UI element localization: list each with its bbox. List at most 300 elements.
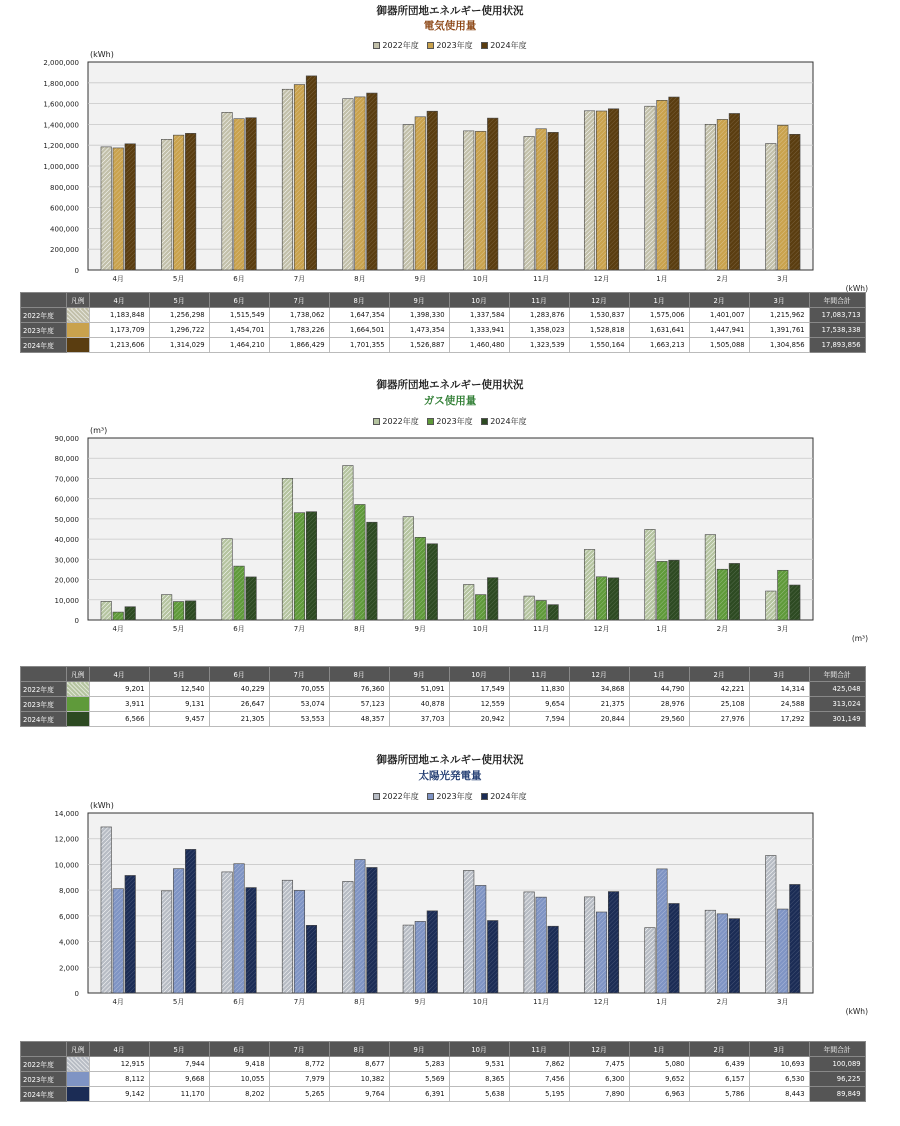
table-cell: 1,663,213 (629, 338, 689, 353)
chart-subtitle: ガス使用量 (423, 395, 477, 407)
bar (669, 903, 680, 993)
x-tick-label: 3月 (777, 625, 789, 633)
table-cell: 53,074 (269, 697, 329, 712)
table-cell: 1,283,876 (509, 308, 569, 323)
y-tick-label: 60,000 (54, 495, 79, 504)
table-cell: 76,360 (329, 682, 389, 697)
table-cell: 5,080 (629, 1057, 689, 1072)
header-legend: 凡例 (67, 1042, 90, 1057)
y-tick-label: 12,000 (54, 835, 79, 844)
table-cell: 7,862 (509, 1057, 569, 1072)
gas-data-table (20, 666, 866, 727)
table-cell: 7,475 (569, 1057, 629, 1072)
bar (524, 596, 535, 620)
table-cell: 1,296,722 (149, 323, 209, 338)
chart-subtitle: 電気使用量 (423, 20, 477, 32)
bar (101, 601, 112, 620)
header-legend: 凡例 (67, 293, 90, 308)
bar (367, 522, 378, 620)
table-cell: 21,375 (569, 697, 629, 712)
table-cell: 1,183,848 (89, 308, 149, 323)
bar (282, 880, 293, 993)
bar (403, 125, 414, 270)
y-tick-label: 40,000 (54, 536, 79, 545)
table-cell: 70,055 (269, 682, 329, 697)
x-tick-label: 1月 (656, 625, 668, 633)
x-tick-label: 9月 (414, 275, 427, 283)
table-header-row (21, 667, 866, 682)
legend-label: 2023年度 (436, 417, 473, 426)
row-label: 2022年度 (21, 308, 67, 323)
table-row (21, 308, 866, 323)
bar (306, 76, 317, 270)
x-tick-label: 1月 (656, 275, 668, 283)
row-legend-swatch (67, 308, 90, 323)
bar (222, 539, 233, 620)
bar (766, 856, 777, 993)
bar (185, 133, 196, 270)
bar (536, 600, 547, 620)
bar (717, 119, 728, 270)
table-cell: 1,505,088 (689, 338, 749, 353)
table-cell: 5,786 (689, 1087, 749, 1102)
table-cell: 24,588 (749, 697, 809, 712)
x-tick-label: 11月 (533, 625, 550, 633)
row-legend-swatch (67, 1072, 90, 1087)
header-month: 6月 (209, 1042, 269, 1057)
bar (427, 911, 438, 993)
bar (403, 925, 414, 993)
x-tick-label: 7月 (293, 625, 306, 633)
bar (246, 118, 257, 270)
header-month: 9月 (389, 1042, 449, 1057)
table-cell: 26,647 (209, 697, 269, 712)
header-month: 10月 (449, 1042, 509, 1057)
header-month: 10月 (449, 293, 509, 308)
header-month: 2月 (689, 293, 749, 308)
x-tick-label: 10月 (472, 275, 489, 283)
table-cell: 6,963 (629, 1087, 689, 1102)
row-total: 17,538,338 (809, 323, 865, 338)
electricity-data-table (20, 292, 866, 353)
bar (584, 549, 595, 620)
chart-title: 御器所団地エネルギー使用状況 (376, 379, 524, 391)
bar (548, 132, 559, 270)
bar (729, 113, 740, 270)
table-cell: 1,631,641 (629, 323, 689, 338)
header-month: 2月 (689, 1042, 749, 1057)
table-row (21, 323, 866, 338)
bar (173, 135, 184, 270)
bar (355, 504, 366, 620)
table-cell: 1,460,480 (449, 338, 509, 353)
bar (548, 926, 559, 993)
header-month: 11月 (509, 293, 569, 308)
bar (766, 144, 777, 270)
bar (125, 144, 136, 270)
table-cell: 9,201 (89, 682, 149, 697)
bar (427, 544, 438, 620)
table-cell: 1,304,856 (749, 338, 809, 353)
table-cell: 8,365 (449, 1072, 509, 1087)
bar (596, 912, 607, 993)
header-month: 1月 (629, 1042, 689, 1057)
row-label: 2024年度 (21, 1087, 67, 1102)
row-label: 2024年度 (21, 338, 67, 353)
bar (282, 478, 293, 620)
bar (234, 864, 245, 993)
table-cell: 6,300 (569, 1072, 629, 1087)
header-month: 3月 (749, 1042, 809, 1057)
table-cell: 1,256,298 (149, 308, 209, 323)
bar (705, 124, 716, 270)
bar (475, 131, 486, 270)
table-cell: 9,131 (149, 697, 209, 712)
bar (185, 849, 196, 993)
table-cell: 6,439 (689, 1057, 749, 1072)
bar (657, 869, 668, 993)
bar (487, 578, 498, 620)
bar (427, 111, 438, 270)
table-cell: 42,221 (689, 682, 749, 697)
bar (173, 602, 184, 620)
table-cell: 1,173,709 (89, 323, 149, 338)
y-tick-label: 1,800,000 (43, 79, 79, 88)
header-month: 6月 (209, 667, 269, 682)
table-cell: 1,866,429 (269, 338, 329, 353)
row-label: 2023年度 (21, 1072, 67, 1087)
header-month: 3月 (749, 293, 809, 308)
table-cell: 7,944 (149, 1057, 209, 1072)
bar (355, 97, 366, 270)
legend-label: 2024年度 (490, 417, 527, 426)
x-tick-label: 9月 (414, 998, 427, 1006)
bar (584, 111, 595, 270)
header-month: 4月 (89, 1042, 149, 1057)
header-month: 7月 (269, 293, 329, 308)
row-legend-swatch (67, 682, 90, 697)
x-tick-label: 8月 (354, 275, 366, 283)
table-cell: 25,108 (689, 697, 749, 712)
table-cell: 1,213,606 (89, 338, 149, 353)
y-tick-label: 600,000 (50, 204, 79, 213)
bar (475, 595, 486, 620)
bar (113, 612, 124, 620)
legend-label: 2024年度 (490, 41, 527, 50)
table-cell: 10,693 (749, 1057, 809, 1072)
bar (161, 139, 172, 270)
x-tick-label: 4月 (112, 625, 124, 633)
y-unit-label: (kWh) (90, 50, 114, 59)
table-cell: 3,911 (89, 697, 149, 712)
bar (306, 512, 317, 620)
table-cell: 1,464,210 (209, 338, 269, 353)
table-cell: 1,391,761 (749, 323, 809, 338)
gas-bar-chart (0, 420, 900, 665)
header-month: 11月 (509, 1042, 569, 1057)
table-cell: 1,314,029 (149, 338, 209, 353)
bar (778, 125, 789, 270)
table-cell: 1,358,023 (509, 323, 569, 338)
table-cell: 1,530,837 (569, 308, 629, 323)
header-total: 年間合計 (809, 667, 865, 682)
y-tick-label: 10,000 (54, 861, 79, 870)
table-unit-label: (kWh) (845, 1007, 868, 1016)
table-cell: 6,391 (389, 1087, 449, 1102)
table-cell: 9,668 (149, 1072, 209, 1087)
bar (536, 129, 547, 270)
bar (282, 89, 293, 270)
header-month: 4月 (89, 293, 149, 308)
row-label: 2024年度 (21, 712, 67, 727)
x-tick-label: 12月 (593, 998, 610, 1006)
y-tick-label: 0 (74, 990, 79, 998)
y-tick-label: 80,000 (54, 455, 79, 464)
bar (113, 889, 124, 993)
row-legend-swatch (67, 323, 90, 338)
bar (778, 570, 789, 620)
bar (415, 117, 426, 270)
table-cell: 1,575,006 (629, 308, 689, 323)
table-cell: 1,783,226 (269, 323, 329, 338)
table-cell: 57,123 (329, 697, 389, 712)
y-tick-label: 1,200,000 (43, 142, 79, 151)
header-month: 4月 (89, 667, 149, 682)
legend-label: 2022年度 (382, 417, 419, 426)
y-tick-label: 30,000 (54, 556, 79, 565)
bar (524, 136, 535, 270)
table-cell: 40,229 (209, 682, 269, 697)
table-cell: 7,979 (269, 1072, 329, 1087)
table-cell: 9,142 (89, 1087, 149, 1102)
bar (524, 892, 535, 993)
header-blank (21, 293, 67, 308)
table-cell: 7,890 (569, 1087, 629, 1102)
y-unit-label: (m³) (90, 426, 108, 435)
table-cell: 8,772 (269, 1057, 329, 1072)
table-cell: 11,830 (509, 682, 569, 697)
bar (294, 890, 305, 993)
bar (645, 928, 656, 993)
table-cell: 29,560 (629, 712, 689, 727)
y-tick-label: 6,000 (58, 912, 79, 921)
legend-label: 2022年度 (382, 792, 419, 801)
header-blank (21, 1042, 67, 1057)
table-cell: 27,976 (689, 712, 749, 727)
row-total: 301,149 (809, 712, 865, 727)
x-tick-label: 6月 (233, 275, 245, 283)
x-tick-label: 6月 (233, 998, 245, 1006)
legend-label: 2022年度 (382, 41, 419, 50)
bar (343, 466, 354, 620)
bar (125, 607, 136, 620)
x-tick-label: 11月 (533, 998, 550, 1006)
header-month: 12月 (569, 293, 629, 308)
y-tick-label: 20,000 (54, 576, 79, 585)
y-tick-label: 1,000,000 (43, 163, 79, 171)
bar (669, 560, 680, 620)
row-total: 425,048 (809, 682, 865, 697)
legend-label: 2023年度 (436, 41, 473, 50)
table-unit-label: (kWh) (845, 284, 868, 293)
y-tick-label: 70,000 (54, 475, 79, 484)
bar (729, 919, 740, 993)
bar (487, 921, 498, 993)
bar (608, 109, 619, 270)
table-cell: 12,915 (89, 1057, 149, 1072)
header-legend: 凡例 (67, 667, 90, 682)
header-month: 5月 (149, 293, 209, 308)
bar (367, 867, 378, 993)
header-total: 年間合計 (809, 293, 865, 308)
y-tick-label: 0 (74, 617, 79, 625)
y-tick-label: 14,000 (54, 810, 79, 818)
table-cell: 7,594 (509, 712, 569, 727)
y-unit-label: (kWh) (90, 801, 114, 810)
y-tick-label: 400,000 (50, 225, 79, 234)
bar (584, 897, 595, 993)
x-tick-label: 6月 (233, 625, 245, 633)
y-tick-label: 1,600,000 (43, 100, 79, 109)
row-legend-swatch (67, 1057, 90, 1072)
row-total: 313,024 (809, 697, 865, 712)
x-tick-label: 2月 (716, 998, 729, 1006)
table-cell: 34,868 (569, 682, 629, 697)
table-cell: 20,942 (449, 712, 509, 727)
table-cell: 1,447,941 (689, 323, 749, 338)
bar (596, 111, 607, 270)
table-cell: 8,202 (209, 1087, 269, 1102)
table-cell: 14,314 (749, 682, 809, 697)
x-tick-label: 2月 (716, 275, 729, 283)
table-row (21, 697, 866, 712)
table-cell: 1,323,539 (509, 338, 569, 353)
x-tick-label: 4月 (112, 275, 124, 283)
header-month: 2月 (689, 667, 749, 682)
table-cell: 1,473,354 (389, 323, 449, 338)
bar (415, 537, 426, 620)
table-cell: 1,701,355 (329, 338, 389, 353)
header-month: 11月 (509, 667, 569, 682)
x-tick-label: 9月 (414, 625, 427, 633)
bar (161, 891, 172, 993)
chart-subtitle: 太陽光発電量 (418, 770, 482, 782)
bar (306, 925, 317, 993)
y-tick-label: 1,400,000 (43, 121, 79, 130)
y-tick-label: 200,000 (50, 246, 79, 255)
x-tick-label: 5月 (172, 275, 185, 283)
bar (234, 119, 245, 270)
bar (608, 578, 619, 620)
table-cell: 53,553 (269, 712, 329, 727)
bar (790, 585, 801, 620)
table-cell: 17,549 (449, 682, 509, 697)
y-tick-label: 0 (74, 267, 79, 275)
table-cell: 5,569 (389, 1072, 449, 1087)
bar (596, 577, 607, 620)
x-tick-label: 5月 (172, 625, 185, 633)
table-row (21, 338, 866, 353)
table-cell: 1,333,941 (449, 323, 509, 338)
bar (487, 118, 498, 270)
y-tick-label: 800,000 (50, 183, 79, 192)
solar-bar-chart (0, 795, 900, 1040)
table-row (21, 682, 866, 697)
table-cell: 6,157 (689, 1072, 749, 1087)
table-header-row (21, 1042, 866, 1057)
table-row (21, 1072, 866, 1087)
table-cell: 1,526,887 (389, 338, 449, 353)
header-month: 10月 (449, 667, 509, 682)
bar (161, 595, 172, 620)
row-total: 96,225 (809, 1072, 865, 1087)
header-month: 3月 (749, 667, 809, 682)
table-cell: 9,457 (149, 712, 209, 727)
chart-title: 御器所団地エネルギー使用状況 (376, 754, 524, 766)
header-month: 8月 (329, 667, 389, 682)
x-tick-label: 2月 (716, 625, 729, 633)
x-tick-label: 10月 (472, 625, 489, 633)
bar (222, 112, 233, 270)
table-cell: 1,647,354 (329, 308, 389, 323)
x-tick-label: 3月 (777, 998, 789, 1006)
header-month: 9月 (389, 293, 449, 308)
x-tick-label: 3月 (777, 275, 789, 283)
table-cell: 20,844 (569, 712, 629, 727)
bar (185, 601, 196, 620)
bar (790, 134, 801, 270)
row-label: 2023年度 (21, 323, 67, 338)
x-tick-label: 10月 (472, 998, 489, 1006)
table-cell: 9,652 (629, 1072, 689, 1087)
bar (717, 914, 728, 993)
solar-data-table (20, 1041, 866, 1102)
header-month: 5月 (149, 1042, 209, 1057)
bar (645, 106, 656, 270)
bar (657, 100, 668, 270)
table-cell: 8,677 (329, 1057, 389, 1072)
table-cell: 5,283 (389, 1057, 449, 1072)
x-tick-label: 5月 (172, 998, 185, 1006)
table-cell: 1,337,584 (449, 308, 509, 323)
bar (463, 870, 474, 993)
header-month: 12月 (569, 1042, 629, 1057)
chart-title: 御器所団地エネルギー使用状況 (376, 5, 524, 17)
table-cell: 9,764 (329, 1087, 389, 1102)
y-tick-label: 50,000 (54, 515, 79, 524)
table-cell: 7,456 (509, 1072, 569, 1087)
table-cell: 10,055 (209, 1072, 269, 1087)
x-tick-label: 7月 (293, 998, 306, 1006)
bar (294, 85, 305, 270)
table-cell: 12,559 (449, 697, 509, 712)
row-total: 17,893,856 (809, 338, 865, 353)
table-cell: 8,443 (749, 1087, 809, 1102)
bar (475, 885, 486, 993)
bar (778, 909, 789, 993)
table-cell: 1,528,818 (569, 323, 629, 338)
table-cell: 9,418 (209, 1057, 269, 1072)
header-month: 5月 (149, 667, 209, 682)
header-blank (21, 667, 67, 682)
bar (234, 566, 245, 620)
bar (343, 881, 354, 993)
bar (355, 860, 366, 993)
table-row (21, 712, 866, 727)
table-cell: 28,976 (629, 697, 689, 712)
bar (463, 131, 474, 270)
bar (246, 888, 257, 993)
